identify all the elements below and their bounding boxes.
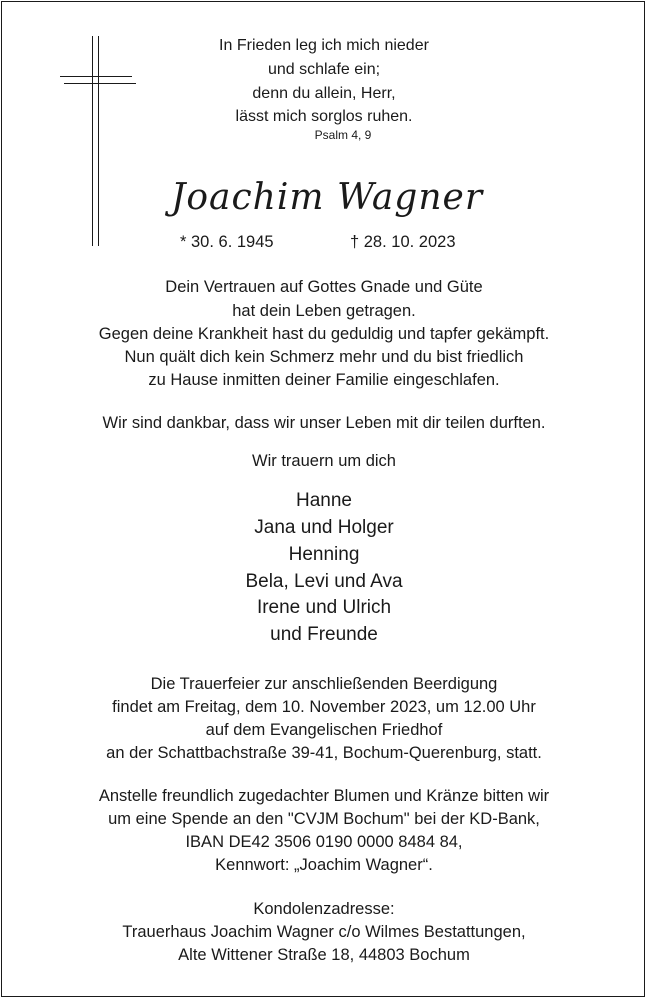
- condolence-line: Trauerhaus Joachim Wagner c/o Wilmes Bestattungen,: [122, 923, 526, 941]
- mourner-name: Henning: [288, 544, 360, 565]
- funeral-line: Die Trauerfeier zur anschließenden Beerdigung: [150, 675, 498, 693]
- tribute-line: Dein Vertrauen auf Gottes Gnade und Güte: [165, 278, 483, 296]
- verse-line: lässt mich sorglos ruhen.: [235, 108, 413, 125]
- condolence-heading: Kondolenzadresse:: [253, 900, 395, 918]
- death-date: † 28. 10. 2023: [350, 233, 456, 251]
- tribute-line: hat dein Leben getragen.: [232, 302, 416, 320]
- verse-line: denn du allein, Herr,: [252, 85, 396, 102]
- mourner-name: Hanne: [296, 490, 352, 511]
- donation-line: Kennwort: „Joachim Wagner“.: [215, 856, 433, 874]
- funeral-line: findet am Freitag, dem 10. November 2023, um 12.00 Uhr: [112, 698, 536, 716]
- deceased-name: Joachim Wagner: [170, 177, 484, 218]
- mourner-name: und Freunde: [270, 624, 378, 645]
- tribute-line: Gegen deine Krankheit hast du geduldig und tapfer gekämpft.: [98, 325, 550, 343]
- mourner-name: Irene und Ulrich: [256, 597, 392, 618]
- condolence-line: Alte Wittener Straße 18, 44803 Bochum: [178, 946, 470, 964]
- thanks-line: Wir sind dankbar, dass wir unser Leben mit dir teilen durften.: [102, 414, 546, 432]
- verse-line: und schlafe ein;: [267, 61, 381, 78]
- mourner-name: Jana und Holger: [254, 517, 394, 538]
- birth-date: * 30. 6. 1945: [180, 233, 274, 251]
- verse-line: In Frieden leg ich mich nieder: [219, 37, 429, 54]
- donation-line: Anstelle freundlich zugedachter Blumen und Kränze bitten wir: [98, 787, 550, 805]
- donation-line: um eine Spende an den "CVJM Bochum" bei der KD-Bank,: [108, 810, 540, 828]
- mourner-name: Bela, Levi und Ava: [245, 571, 403, 592]
- funeral-line: an der Schattbachstraße 39-41, Bochum-Querenburg, statt.: [106, 744, 542, 762]
- tribute-line: zu Hause inmitten deiner Familie eingeschlafen.: [148, 371, 500, 389]
- donation-line: IBAN DE42 3506 0190 0000 8484 84,: [185, 833, 463, 851]
- verse-source: Psalm 4, 9: [314, 128, 372, 142]
- mourners-intro: Wir trauern um dich: [252, 452, 396, 470]
- tribute-line: Nun quält dich kein Schmerz mehr und du bist friedlich: [124, 348, 524, 366]
- funeral-line: auf dem Evangelischen Friedhof: [205, 721, 443, 739]
